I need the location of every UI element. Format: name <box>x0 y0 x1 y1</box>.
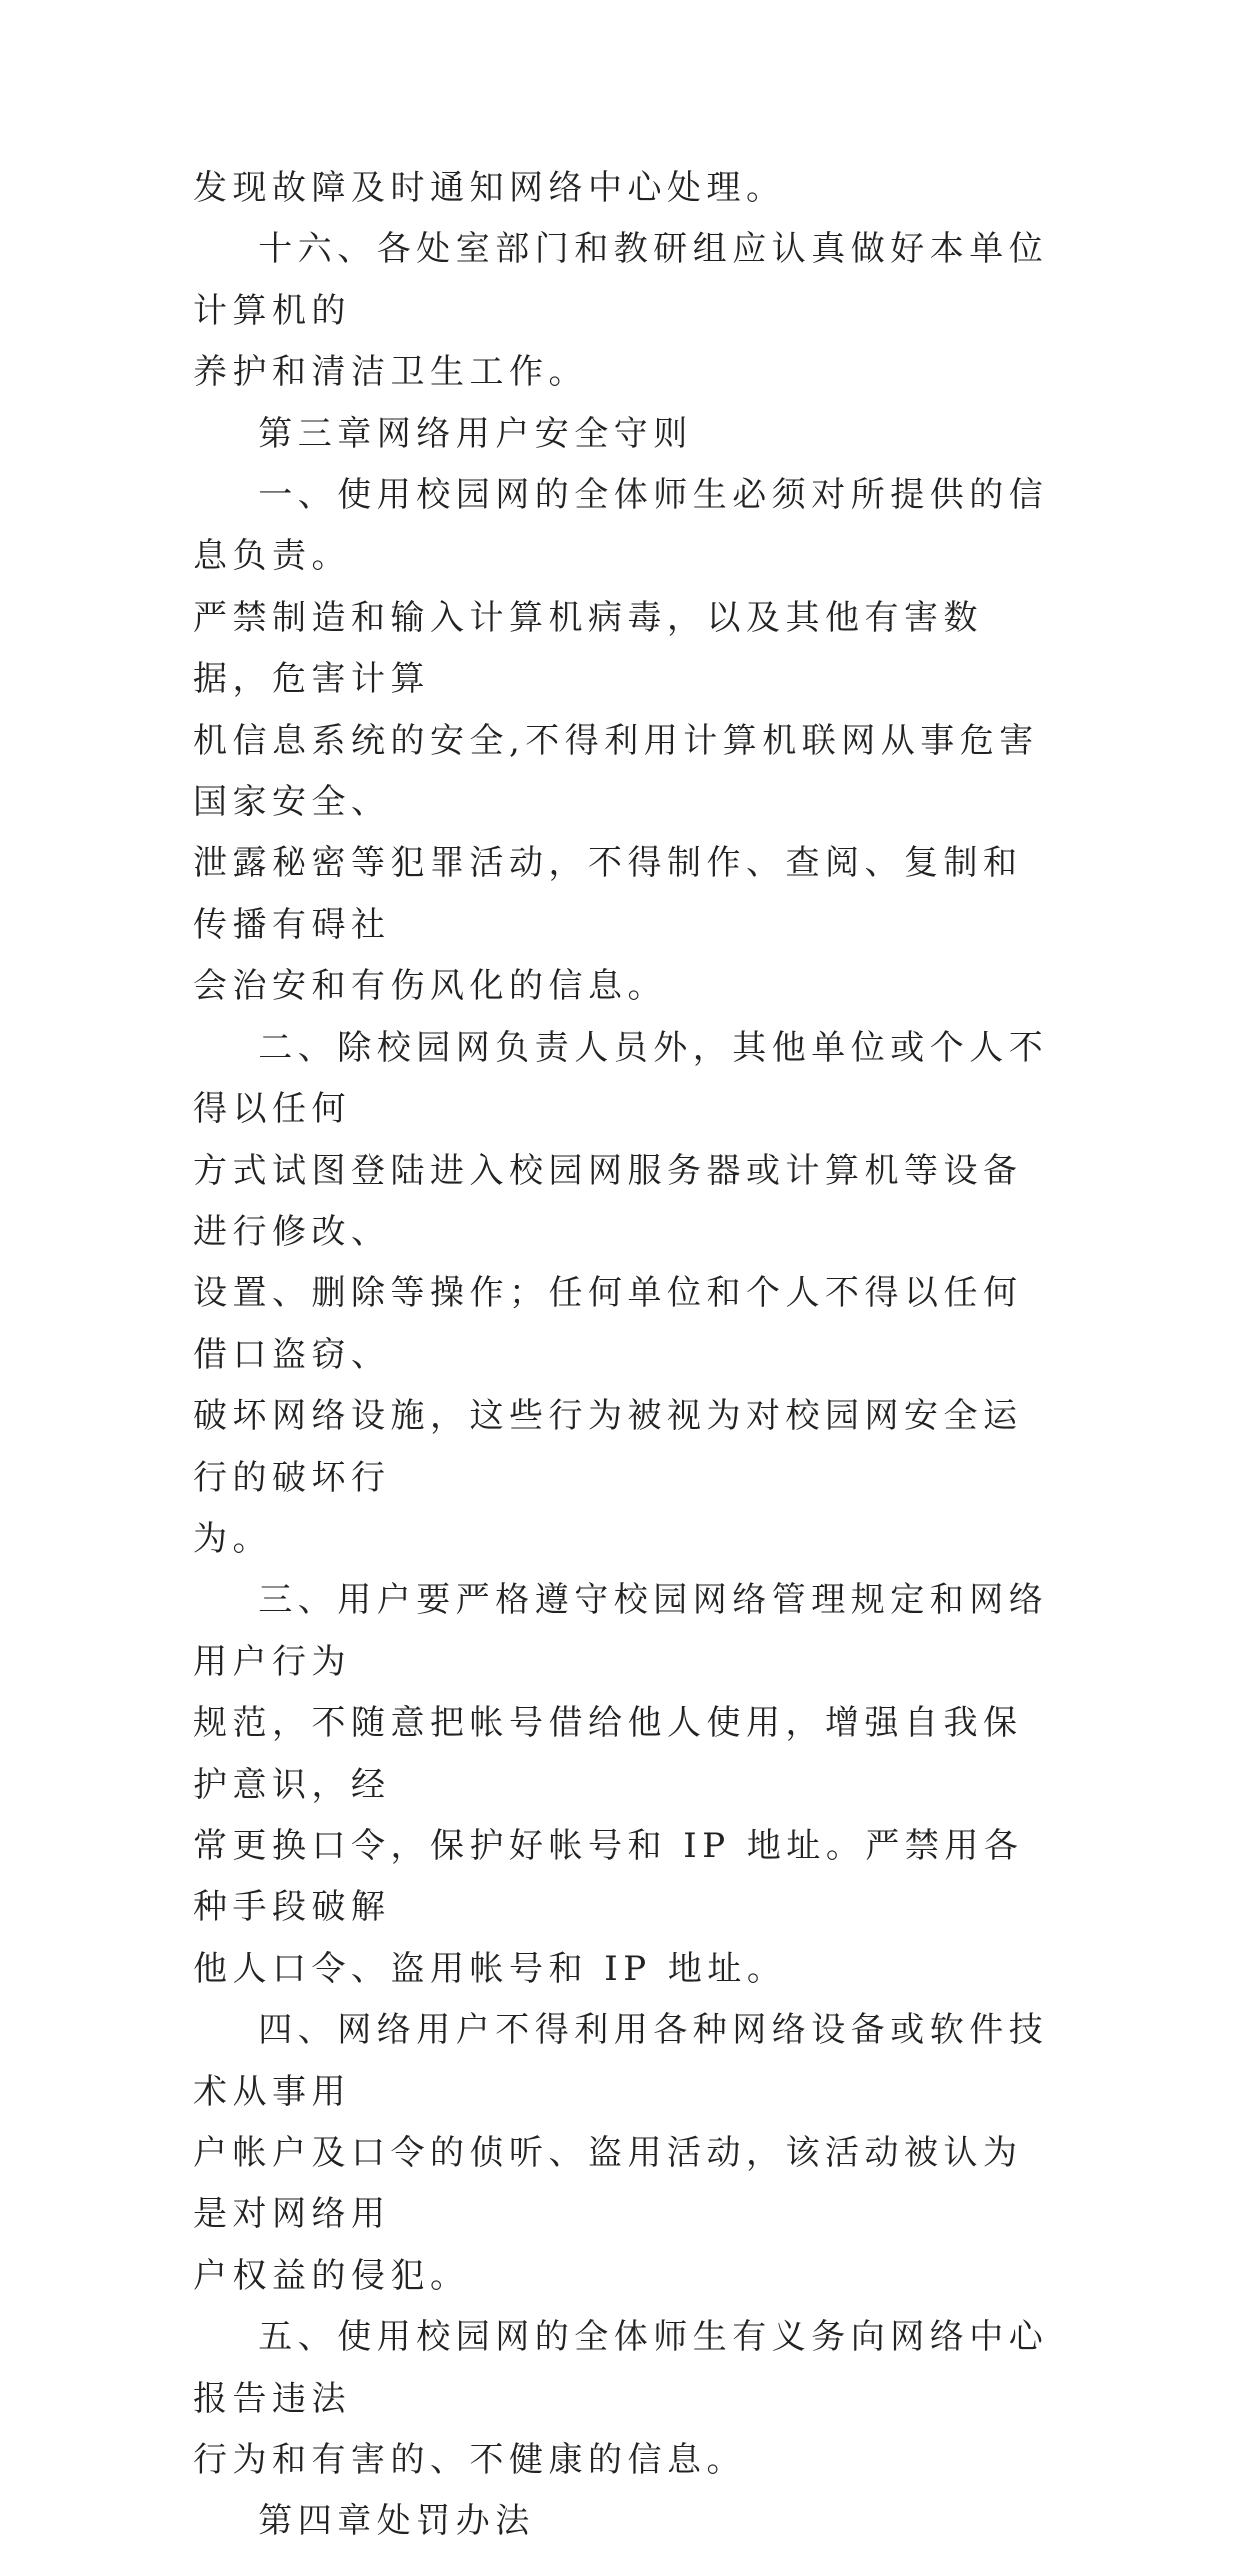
text-line: 常更换口令，保护好帐号和 IP 地址。严禁用各种手段破解 <box>193 1825 1024 1928</box>
text-line: 设置、删除等操作；任何单位和个人不得以任何借口盗窃、 <box>193 1273 1023 1375</box>
chapter-heading: 第三章网络用户安全守则 <box>193 413 693 454</box>
text-line: 破坏网络设施，这些行为被视为对校园网安全运行的破坏行 <box>193 1396 1023 1498</box>
text-line: 他人口令、盗用帐号和 IP 地址。 <box>193 1948 787 1989</box>
text-line: 规范，不随意把帐号借给他人使用，增强自我保护意识，经 <box>193 1703 1023 1805</box>
text-line: 为。 <box>193 1518 272 1559</box>
text-line: 泄露秘密等犯罪活动，不得制作、查阅、复制和传播有碍社 <box>193 843 1023 945</box>
text-line: 四、网络用户不得利用各种网络设备或软件技术从事用 <box>193 2010 1049 2112</box>
text-line: 发现故障及时通知网络中心处理。 <box>193 168 786 208</box>
text-line: 一、使用校园网的全体师生必须对所提供的信息负责。 <box>193 475 1049 577</box>
text-line: 方式试图登陆进入校园网服务器或计算机等设备进行修改、 <box>193 1150 1023 1252</box>
text-line: 严禁制造和输入计算机病毒，以及其他有害数据，危害计算 <box>193 597 983 700</box>
text-line: 户帐户及口令的侦听、盗用活动，该活动被认为是对网络用 <box>193 2133 1023 2235</box>
text-line: 三、用户要严格遵守校园网络管理规定和网络用户行为 <box>193 1580 1049 1682</box>
text-line: 二、除校园网负责人员外，其他单位或个人不得以任何 <box>193 1027 1049 1130</box>
chapter-heading: 第四章处罚办法 <box>193 2501 535 2542</box>
text-line: 十六、各处室部门和教研组应认真做好本单位计算机的 <box>193 229 1049 331</box>
text-line: 行为和有害的、不健康的信息。 <box>193 2440 746 2481</box>
text-line: 五、使用校园网的全体师生有义务向网络中心报告违法 <box>193 2317 1049 2419</box>
document-body <box>193 158 1057 2553</box>
text-line: 养护和清洁卫生工作。 <box>193 352 588 393</box>
text-line: 户权益的侵犯。 <box>193 2255 470 2296</box>
text-line: 机信息系统的安全,不得利用计算机联网从事危害国家安全、 <box>193 720 1039 823</box>
text-line: 会治安和有伤风化的信息。 <box>193 966 667 1007</box>
